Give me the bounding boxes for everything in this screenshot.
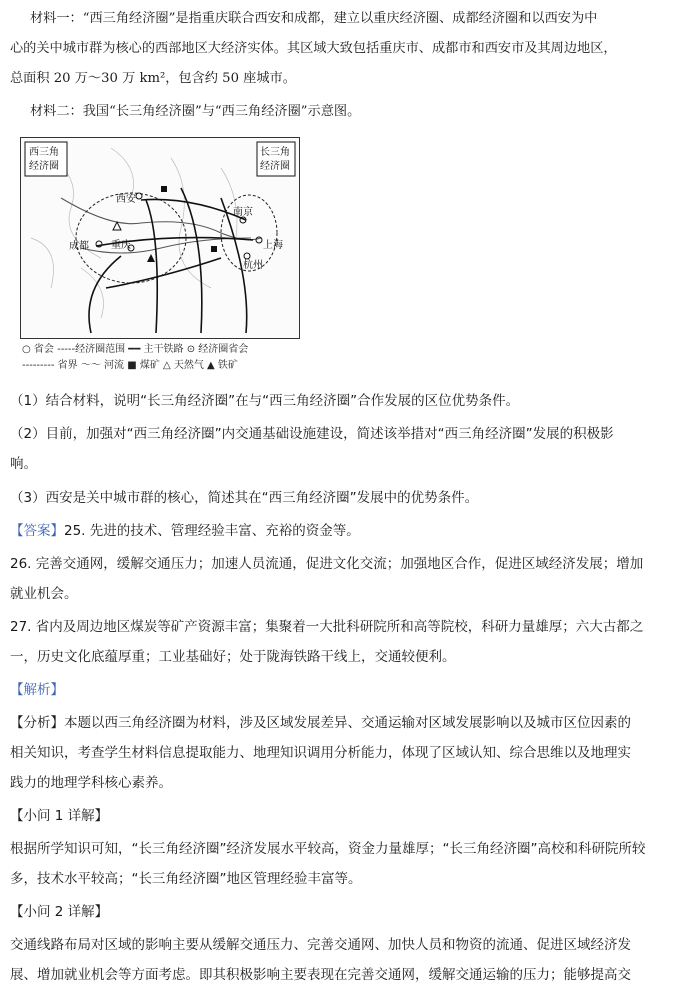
analysis-tag: 【解析】 <box>10 682 64 698</box>
city-chengdu: 成都 <box>69 241 89 252</box>
answer-25 <box>10 522 684 540</box>
coal-mine-icon <box>161 186 167 192</box>
answer-27-line2: 一，历史文化底蕴厚重；工业基础好；处于陇海铁路干线上，交通较便利。 <box>10 649 456 665</box>
city-shanghai: 上海 <box>263 240 283 251</box>
box-west-line1: 西三角 <box>29 147 59 158</box>
answer-26-line2: 就业机会。 <box>10 586 78 602</box>
subq1-line1: 根据所学知识可知，“长三角经济圈”经济发展水平较高，资金力量雄厚；“长三角经济圈”高校和科研院所较 <box>10 841 646 857</box>
economic-circle-map <box>20 137 300 339</box>
answer-25-text: 25. 先进的技术、管理经验丰富、充裕的资金等。 <box>64 523 360 539</box>
city-nanjing: 南京 <box>233 207 253 218</box>
city-chongqing: 重庆 <box>111 240 131 251</box>
hangzhou-marker <box>244 253 250 259</box>
subq2-line2: 展、增加就业机会等方面考虑。即其积极影响主要表现在完善交通网，缓解交通运输的压力；能够提高交 <box>10 967 631 983</box>
analysis-line1: 【分析】本题以西三角经济圈为材料，涉及区域发展差异、交通运输对区域发展影响以及城市区位因素的 <box>10 715 631 731</box>
map-legend-line2: --------- 省界 〜〜 河流 ■ 煤矿 △ 天然气 ▲ 铁矿 <box>22 360 238 371</box>
subq1-line2: 多，技术水平较高；“长三角经济圈”地区管理经验丰富等。 <box>10 871 362 887</box>
natural-gas-icon <box>113 222 121 230</box>
box-west-line2: 经济圈 <box>29 161 59 172</box>
question-2-line2: 响。 <box>10 456 37 472</box>
subq2-heading: 【小问 2 详解】 <box>10 904 109 920</box>
answer-26-line1: 26. 完善交通网，缓解交通压力；加速人员流通，促进文化交流；加强地区合作，促进区域经济发展；增加 <box>10 556 644 572</box>
analysis-line2: 相关知识，考查学生材料信息提取能力、地理知识调用分析能力，体现了区域认知、综合思维以及地理实 <box>10 745 631 761</box>
analysis-line3: 践力的地理学科核心素养。 <box>10 775 172 791</box>
question-2-line1: （2）目前，加强对“西三角经济圈”内交通基础设施建设，简述该举措对“西三角经济圈”发展的积极影 <box>10 426 614 442</box>
material1-line3: 总面积 20 万～30 万 km²，包含约 50 座城市。 <box>10 71 296 86</box>
material2-caption: 材料二：我国“长三角经济圈”与“西三角经济圈”示意图。 <box>30 104 361 119</box>
coal-mine-icon-2 <box>211 246 217 252</box>
question-1: （1）结合材料，说明“长三角经济圈”在与“西三角经济圈”合作发展的区位优势条件。 <box>10 393 520 409</box>
shanghai-marker <box>256 237 262 243</box>
question-3: （3）西安是关中城市群的核心，简述其在“西三角经济圈”发展中的优势条件。 <box>10 490 479 506</box>
box-east-line1: 长三角 <box>260 147 290 158</box>
material1-line1: 材料一：“西三角经济圈”是指重庆联合西安和成都，建立以重庆经济圈、成都经济圈和以西安为中 <box>30 11 598 26</box>
city-xian: 西安 <box>116 194 136 205</box>
material1-line2: 心的关中城市群为核心的西部地区大经济实体。其区域大致包括重庆市、成都市和西安市及其周边地区， <box>10 41 617 56</box>
subq2-line1: 交通线路布局对区域的影响主要从缓解交通压力、完善交通网、加快人员和物资的流通、促进区域经济发 <box>10 937 631 953</box>
xian-marker <box>136 193 142 199</box>
city-hangzhou: 杭州 <box>243 260 263 271</box>
answer-tag: 【答案】 <box>10 523 64 539</box>
answer-27-line1: 27. 省内及周边地区煤炭等矿产资源丰富；集聚着一大批科研院所和高等院校，科研力量雄厚；六大古都之 <box>10 619 644 635</box>
box-east-line2: 经济圈 <box>260 161 290 172</box>
map-legend-line1: ○ 省会 -----经济圈范围 ━━ 主干铁路 ⊙ 经济圈省会 <box>22 344 249 355</box>
iron-ore-icon <box>147 254 155 262</box>
subq1-heading: 【小问 1 详解】 <box>10 808 109 824</box>
